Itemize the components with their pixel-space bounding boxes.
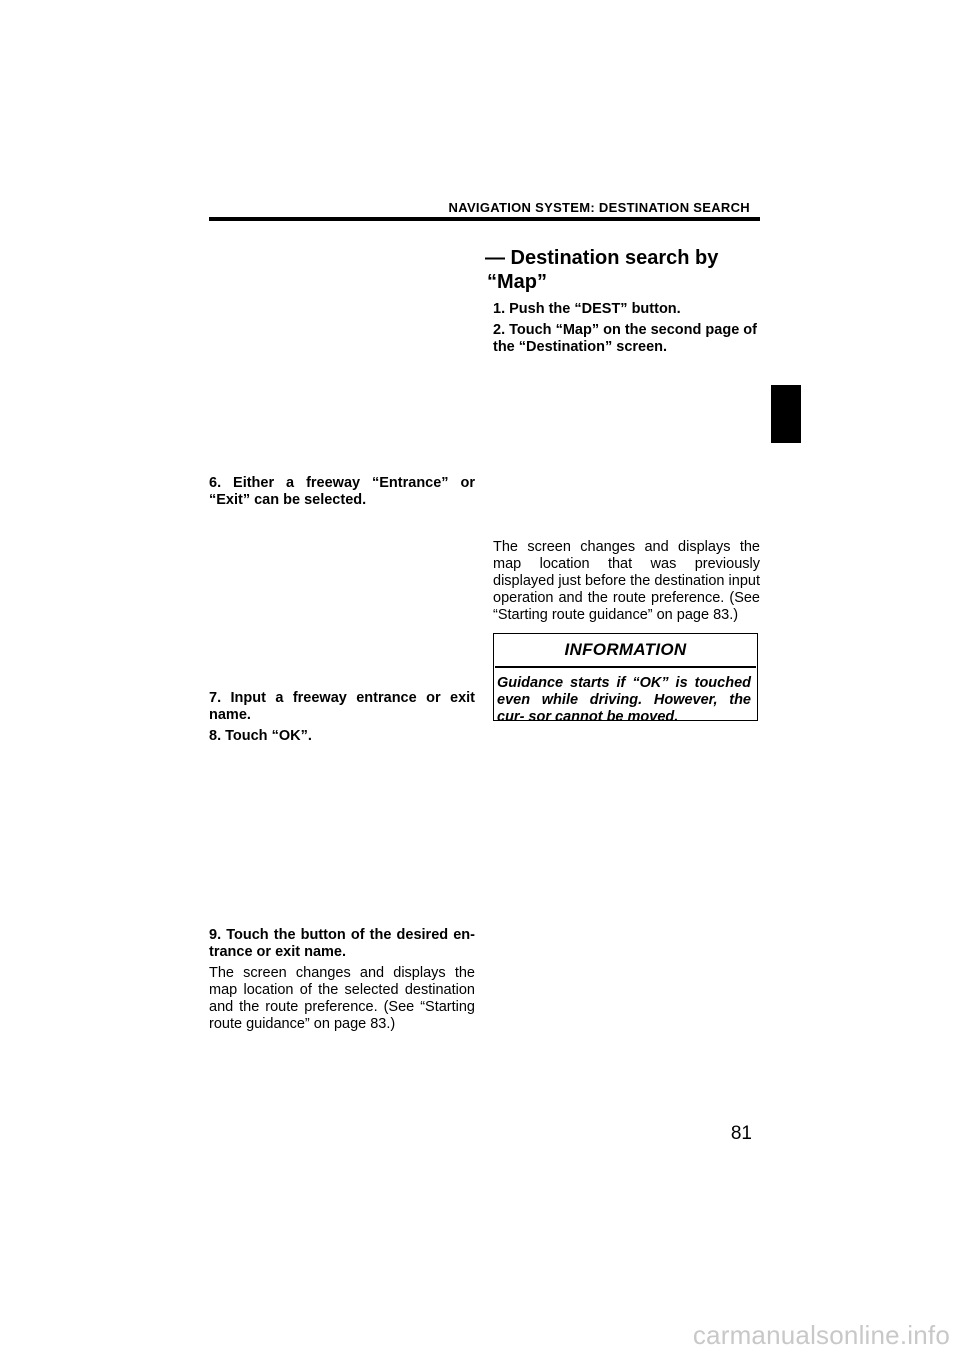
- step-9: 9. Touch the button of the desired en- trance or exit name.: [209, 927, 475, 960]
- watermark: carmanualsonline.info: [692, 1320, 950, 1350]
- information-title: INFORMATION: [564, 640, 687, 659]
- section-title: [485, 246, 775, 294]
- step-6: 6. Either a freeway “Entrance” or “Exit” can be selected.: [209, 475, 475, 508]
- step-2: 2. Touch “Map” on the second page of the “Destination” screen.: [493, 322, 757, 355]
- information-text: Guidance starts if “OK” is touched even while driving. However, the cur- sor cannot be moved.: [497, 674, 751, 725]
- section-title-line-2: “Map”: [487, 271, 547, 293]
- section-title-line-1: — Destination search by: [485, 247, 719, 269]
- information-box: [493, 633, 758, 725]
- running-header: NAVIGATION SYSTEM: DESTINATION SEARCH: [448, 200, 750, 215]
- step-7: 7. Input a freeway entrance or exit name.: [209, 690, 475, 723]
- section-tab-marker: [771, 385, 801, 443]
- page-number: 81: [730, 1123, 752, 1144]
- step-8: 8. Touch “OK”.: [209, 728, 312, 744]
- result-paragraph-left: The screen changes and displays the map location of the selected destination and the route preference. (See “Starting route guidance” on page 83.): [209, 965, 475, 1032]
- result-paragraph-right: The screen changes and displays the map location that was previously displayed just before the destination input operation and the route preference. (See “Starting route guidance” on page 83.): [493, 539, 760, 623]
- step-1: 1. Push the “DEST” button.: [493, 301, 681, 317]
- header-rule: [209, 217, 760, 221]
